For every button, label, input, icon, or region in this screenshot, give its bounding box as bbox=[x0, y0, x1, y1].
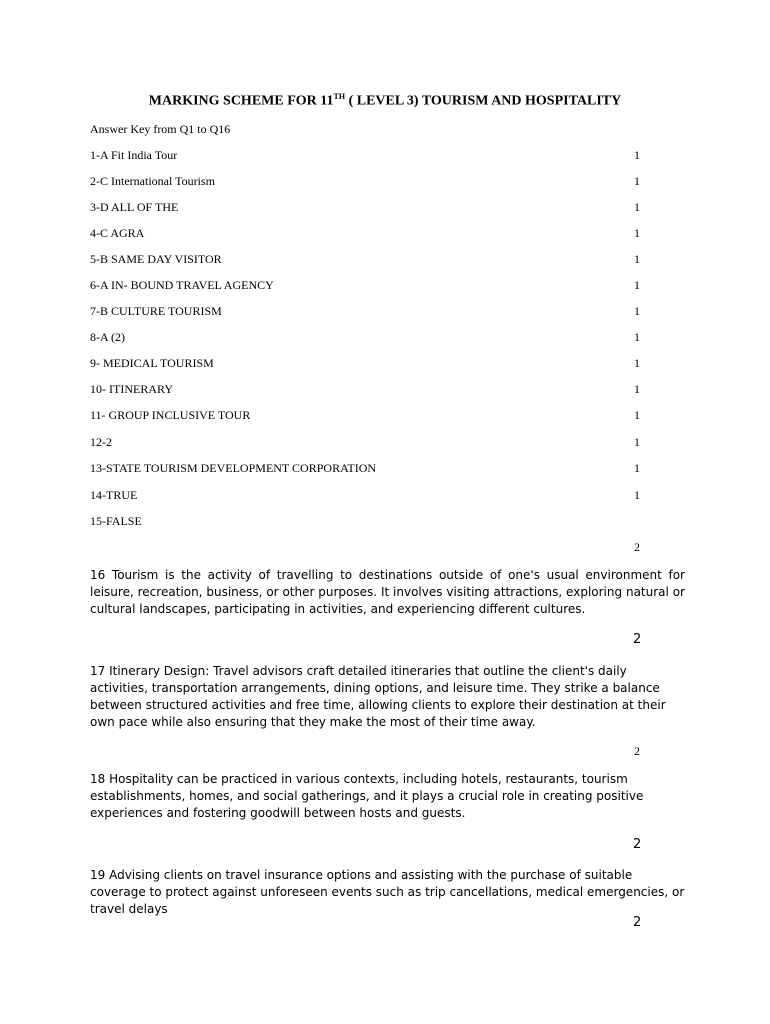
answer-mark: 1 bbox=[634, 435, 640, 449]
answer-16-text: 16 Tourism is the activity of travelling to destinations outside of one's usual environment for leisure, recreation, business, or other purposes. It involves visiting attractions, exploring natural or cultural landscapes, participating in activities, and experiencing different cultures. bbox=[90, 568, 685, 616]
title-suffix: ( LEVEL 3) TOURISM AND HOSPITALITY bbox=[345, 93, 622, 109]
answer-15-mark: 2 bbox=[634, 540, 640, 554]
answer-16-mark: 2 bbox=[633, 632, 642, 647]
answer-mark: 1 bbox=[634, 252, 640, 266]
answer-text: 11- GROUP INCLUSIVE TOUR bbox=[90, 408, 251, 422]
answer-text: 10- ITINERARY bbox=[90, 382, 173, 396]
answer-17-text: 17 Itinerary Design: Travel advisors craft detailed itineraries that outline the client's daily activities, transportation arrangements, dining options, and leisure time. They strike a balance between structured activities and free time, allowing clients to explore their destination at their own pace while also ensuring that they make the most of their time away. bbox=[90, 664, 666, 729]
page-title bbox=[0, 92, 770, 110]
answer-mark: 1 bbox=[634, 356, 640, 370]
title-prefix: MARKING SCHEME FOR 11 bbox=[148, 93, 334, 109]
answer-text: 12-2 bbox=[90, 435, 112, 449]
answer-19-mark: 2 bbox=[633, 915, 642, 930]
answer-text: 3-D ALL OF THE bbox=[90, 200, 179, 214]
answer-18-mark: 2 bbox=[633, 837, 642, 852]
answer-text: 8-A (2) bbox=[90, 330, 125, 344]
answer-mark: 1 bbox=[634, 382, 640, 396]
answer-text: 6-A IN- BOUND TRAVEL AGENCY bbox=[90, 278, 274, 292]
answer-text: 7-B CULTURE TOURISM bbox=[90, 304, 222, 318]
answer-mark: 1 bbox=[634, 461, 640, 475]
answer-mark: 1 bbox=[634, 304, 640, 318]
title-superscript: TH bbox=[333, 92, 346, 101]
answer-text: 4-C AGRA bbox=[90, 226, 145, 240]
answer-mark: 1 bbox=[634, 148, 640, 162]
answer-mark: 1 bbox=[634, 226, 640, 240]
answer-mark: 1 bbox=[634, 278, 640, 292]
answer-key-subtitle: Answer Key from Q1 to Q16 bbox=[90, 122, 231, 136]
answer-17-mark: 2 bbox=[634, 744, 640, 758]
answer-text: 15-FALSE bbox=[90, 514, 142, 528]
answer-mark: 1 bbox=[634, 488, 640, 502]
answer-mark: 1 bbox=[634, 174, 640, 188]
answer-text: 5-B SAME DAY VISITOR bbox=[90, 252, 222, 266]
answer-text: 13-STATE TOURISM DEVELOPMENT CORPORATION bbox=[90, 461, 377, 475]
answer-mark: 1 bbox=[634, 200, 640, 214]
answer-mark: 1 bbox=[634, 330, 640, 344]
answer-text: 1-A Fit India Tour bbox=[90, 148, 178, 162]
answer-19-text: 19 Advising clients on travel insurance options and assisting with the purchase of suitable coverage to protect against unforeseen events such as trip cancellations, medical emergencies, or travel delays bbox=[90, 868, 685, 916]
answer-18-text: 18 Hospitality can be practiced in various contexts, including hotels, restaurants, tourism establishments, homes, and social gatherings, and it plays a crucial role in creating positive experiences and fostering goodwill between hosts and guests. bbox=[90, 772, 644, 820]
answer-text: 9- MEDICAL TOURISM bbox=[90, 356, 214, 370]
answer-text: 2-C International Tourism bbox=[90, 174, 215, 188]
answer-mark: 1 bbox=[634, 408, 640, 422]
answer-text: 14-TRUE bbox=[90, 488, 138, 502]
